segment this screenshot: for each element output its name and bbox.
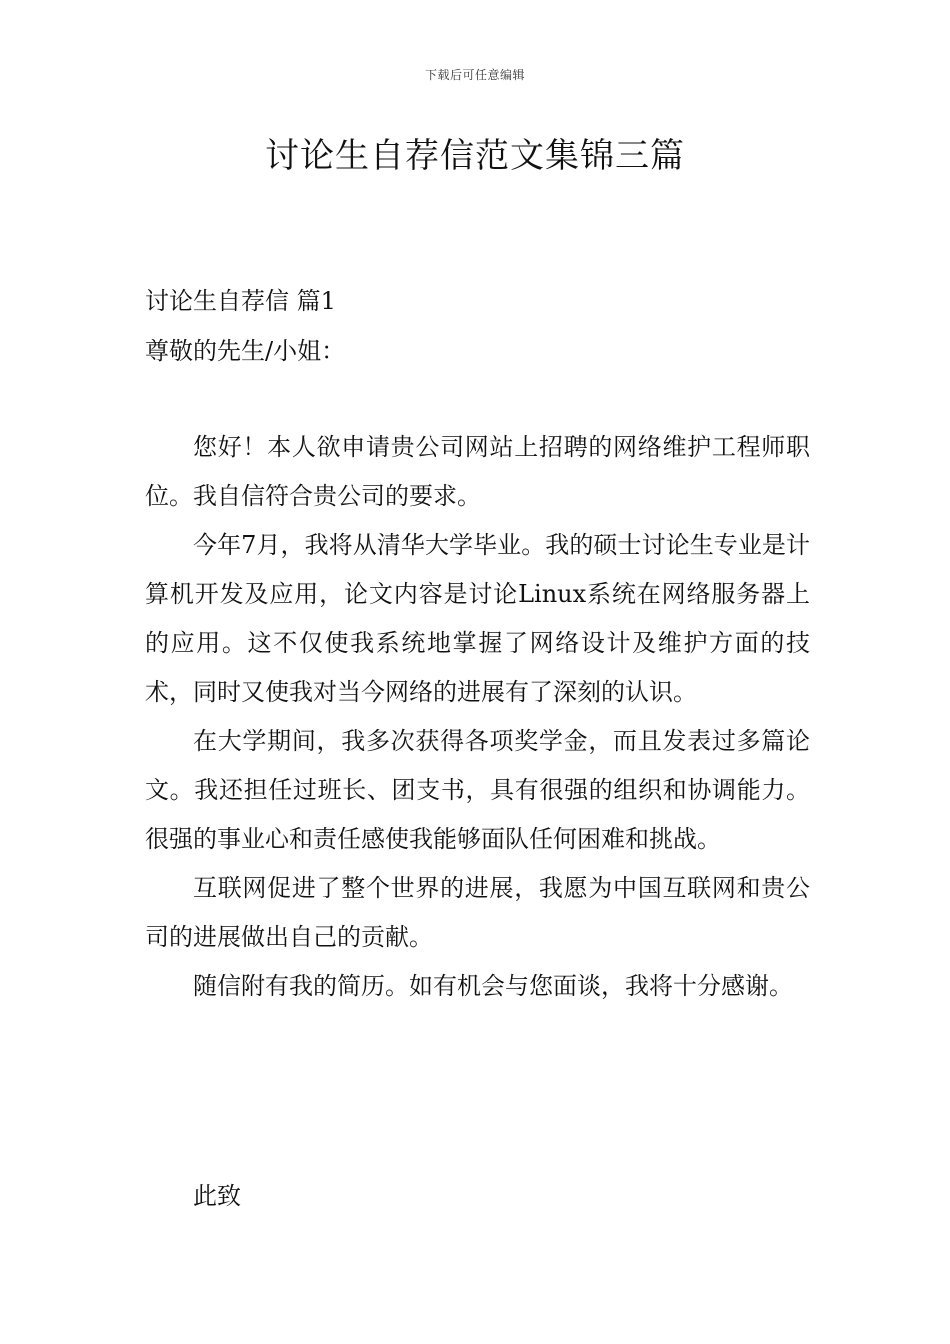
paragraph: 您好！本人欲申请贵公司网站上招聘的网络维护工程师职位。我自信符合贵公司的要求。 — [145, 433, 810, 510]
letter-body — [145, 423, 810, 1011]
paragraph: 今年7月，我将从清华大学毕业。我的硕士讨论生专业是计算机开发及应用，论文内容是讨论Linux系统在网络服务器上的应用。这不仅使我系统地掌握了网络设计及维护方面的技术，同时又使我对当今网络的进展有了深刻的认识。 — [145, 531, 810, 706]
document-title: 讨论生自荐信范文集锦三篇 — [265, 136, 685, 176]
paragraph: 在大学期间，我多次获得各项奖学金，而且发表过多篇论文。我还担任过班长、团支书，具有很强的组织和协调能力。很强的事业心和责任感使我能够面队任何困难和挑战。 — [145, 727, 810, 853]
salutation: 尊敬的先生/小姐： — [145, 337, 346, 365]
paragraph: 互联网促进了整个世界的进展，我愿为中国互联网和贵公司的进展做出自己的贡献。 — [145, 874, 810, 951]
closing: 此致 — [193, 1182, 241, 1210]
header-note: 下载后可任意编辑 — [424, 68, 525, 82]
section-heading: 讨论生自荐信 篇1 — [145, 287, 336, 315]
paragraph: 随信附有我的简历。如有机会与您面谈，我将十分感谢。 — [193, 972, 793, 1000]
